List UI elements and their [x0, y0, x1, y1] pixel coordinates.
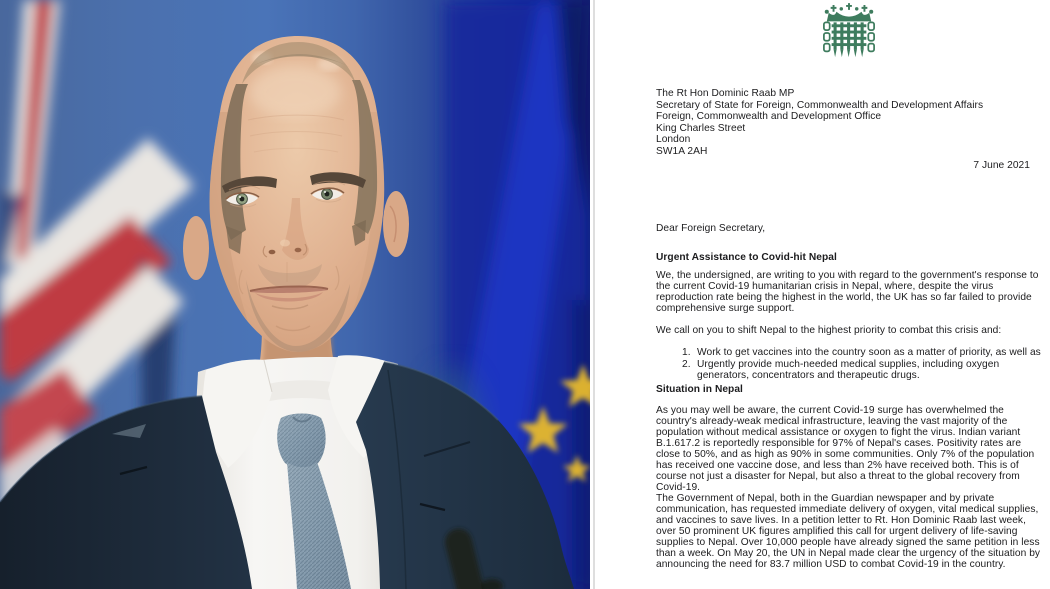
list-number: 2. [682, 358, 691, 370]
paragraph-call-to-action: We call on you to shift Nepal to the highest priority to combat this crisis and: [656, 325, 1002, 336]
parliament-portcullis-logo [821, 2, 877, 64]
list-text: Urgently provide much-needed medical supplies, including oxygen generators, concentrators and therapeutic drugs. [697, 358, 1000, 381]
paragraph-intro: We, the undersigned, are writing to you with regard to the government's response to the current Covid-19 humanitarian crisis in Nepal, where, despite the virus reproduction rate being the highest in the world, the UK has so far failed to provide comprehensive surge support. [656, 270, 1039, 314]
subject-heading: Urgent Assistance to Covid-hit Nepal [656, 252, 837, 263]
list-text: Work to get vaccines into the country soon as a matter of priority, as well as [697, 347, 1041, 358]
list-item [656, 359, 1042, 382]
letter-document [595, 0, 1050, 589]
section-heading: Situation in Nepal [656, 384, 743, 395]
demands-list [656, 347, 1042, 382]
left-ear [183, 216, 209, 280]
recipient-line: Foreign, Commonwealth and Development Office [656, 111, 882, 123]
recipient-line: Secretary of State for Foreign, Commonwealth and Development Affairs [656, 99, 984, 111]
list-item [656, 347, 1042, 359]
paragraph-government: The Government of Nepal, both in the Guardian newspaper and by private communication, has requested immediate delivery of oxygen, vital medical supplies, and vaccines to save lives. In a petition letter to Rt. Hon Dominic Raab last week, over 50 prominent UK figures amplified this call for urgent delivery of life-saving supplies to Nepal. Over 10,000 people have already signed the same petition in less than a week. On May 20, the UN in Nepal made clear the urgency of the situation by announcing the need for 83.7 million USD to combat Covid-19 in the country. [656, 493, 1041, 570]
recipient-line: London [656, 134, 691, 146]
recipient-line: King Charles Street [656, 122, 746, 134]
paragraph-situation: As you may well be aware, the current Covid-19 surge has overwhelmed the country's already-weak medical infrastructure, leaving the vast majority of the population without medical assistance or oxygen to fight the virus. Indian variant B.1.617.2 is reportedly responsible for 97% of Nepal's cases. Positivity rates are close to 50%, and as high as 90% in some communities. Only 7% of the population has received one vaccine dose, and less than 2% have received both. This is of course not just a disaster for Nepal, but also a threat to the global recovery from Covid-19. [656, 405, 1035, 493]
letter-date: 7 June 2021 [973, 160, 1030, 171]
salutation: Dear Foreign Secretary, [656, 223, 766, 234]
recipient-address [656, 88, 1042, 158]
recipient-line: SW1A 2AH [656, 145, 708, 157]
recipient-line: The Rt Hon Dominic Raab MP [656, 88, 795, 99]
list-number: 1. [682, 347, 691, 358]
